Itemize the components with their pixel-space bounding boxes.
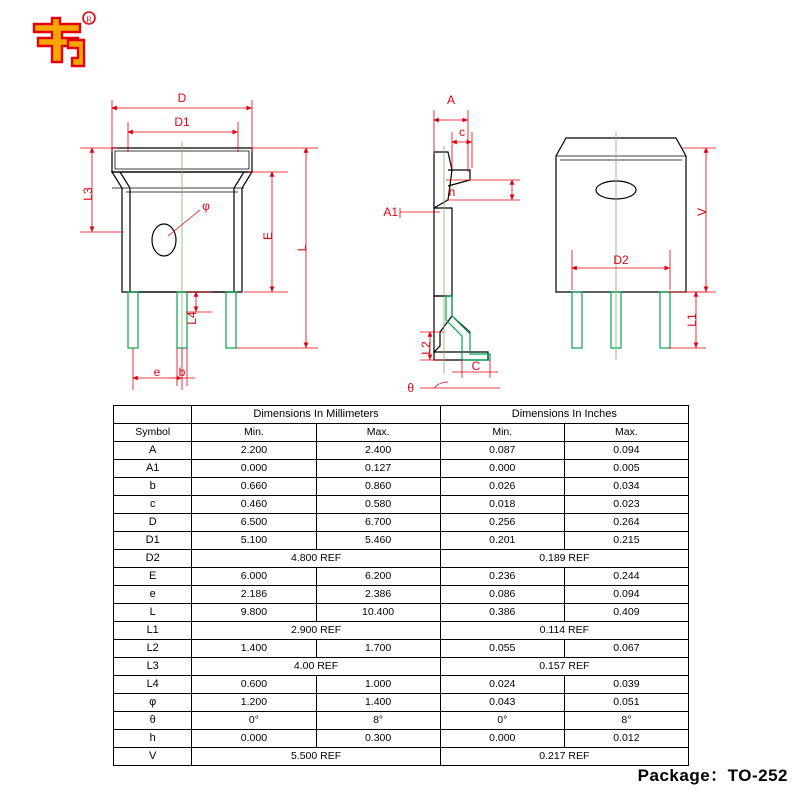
svg-text:V: V (695, 207, 709, 217)
cell-in-max: 0.215 (564, 532, 688, 550)
cell-symbol: A (114, 442, 192, 460)
cell-symbol: L (114, 604, 192, 622)
cell-symbol: c (114, 496, 192, 514)
side-view-lead (446, 296, 490, 360)
svg-text:θ: θ (407, 381, 414, 395)
cell-mm-min: 6.500 (192, 514, 316, 532)
cell-in-max: 0.034 (564, 478, 688, 496)
side-view (434, 152, 488, 360)
table-row (114, 622, 689, 640)
col-header-symbol: Symbol (114, 424, 192, 442)
table-row (114, 514, 689, 532)
back-view (556, 138, 686, 292)
table-row (114, 604, 689, 622)
cell-mm-max: 2.386 (316, 586, 440, 604)
cell-mm-min: 9.800 (192, 604, 316, 622)
cell-mm-min: 0.660 (192, 478, 316, 496)
cell-mm-max: 0.860 (316, 478, 440, 496)
cell-in-min: 0.043 (440, 694, 564, 712)
cell-in-span: 0.157 REF (440, 658, 688, 676)
cell-mm-max: 0.580 (316, 496, 440, 514)
cell-in-max: 0.409 (564, 604, 688, 622)
cell-in-min: 0.256 (440, 514, 564, 532)
cell-symbol: L3 (114, 658, 192, 676)
svg-text:A: A (446, 93, 456, 107)
cell-in-max: 0.051 (564, 694, 688, 712)
group-header-blank (114, 406, 192, 424)
cell-symbol: D2 (114, 550, 192, 568)
cell-in-min: 0.024 (440, 676, 564, 694)
table-row (114, 658, 689, 676)
cell-mm-max: 0.300 (316, 730, 440, 748)
cell-in-span: 0.217 REF (440, 748, 688, 766)
table-sub-header-row (114, 424, 689, 442)
cell-symbol: L4 (114, 676, 192, 694)
cell-mm-min: 0.000 (192, 730, 316, 748)
cell-mm-max: 2.400 (316, 442, 440, 460)
col-header-in-max: Max. (564, 424, 688, 442)
cell-in-max: 0.264 (564, 514, 688, 532)
cell-mm-max: 6.200 (316, 568, 440, 586)
cell-mm-max: 0.127 (316, 460, 440, 478)
svg-text:L1: L1 (685, 313, 699, 327)
cell-in-max: 0.039 (564, 676, 688, 694)
cell-in-min: 0° (440, 712, 564, 730)
svg-text:c: c (459, 125, 465, 139)
table-body (114, 442, 689, 766)
table-row (114, 712, 689, 730)
cell-symbol: L1 (114, 622, 192, 640)
cell-in-max: 0.067 (564, 640, 688, 658)
cell-mm-min: 0.000 (192, 460, 316, 478)
svg-text:D: D (177, 91, 187, 105)
svg-text:A1: A1 (383, 205, 398, 219)
cell-mm-min: 0.600 (192, 676, 316, 694)
cell-in-max: 0.005 (564, 460, 688, 478)
cell-mm-min: 2.200 (192, 442, 316, 460)
svg-text:L4: L4 (185, 311, 199, 325)
cell-in-min: 0.026 (440, 478, 564, 496)
cell-mm-min: 5.100 (192, 532, 316, 550)
cell-mm-min: 1.200 (192, 694, 316, 712)
cell-mm-max: 1.000 (316, 676, 440, 694)
cell-mm-max: 10.400 (316, 604, 440, 622)
cell-in-max: 0.023 (564, 496, 688, 514)
cell-symbol: D1 (114, 532, 192, 550)
table-row (114, 496, 689, 514)
cell-mm-span: 5.500 REF (192, 748, 440, 766)
cell-mm-min: 2.186 (192, 586, 316, 604)
cell-mm-max: 6.700 (316, 514, 440, 532)
table-row (114, 640, 689, 658)
cell-in-span: 0.114 REF (440, 622, 688, 640)
cell-symbol: E (114, 568, 192, 586)
svg-text:e: e (153, 365, 161, 379)
svg-text:φ: φ (202, 199, 210, 213)
svg-text:D2: D2 (613, 253, 629, 267)
cell-mm-max: 5.460 (316, 532, 440, 550)
cell-in-min: 0.086 (440, 586, 564, 604)
cell-in-min: 0.201 (440, 532, 564, 550)
cell-symbol: V (114, 748, 192, 766)
cell-mm-min: 0.460 (192, 496, 316, 514)
table-row (114, 676, 689, 694)
cell-in-span: 0.189 REF (440, 550, 688, 568)
cell-mm-max: 1.700 (316, 640, 440, 658)
cell-symbol: L2 (114, 640, 192, 658)
cell-in-min: 0.018 (440, 496, 564, 514)
group-header-mm: Dimensions In Millimeters (192, 406, 440, 424)
cell-symbol: h (114, 730, 192, 748)
cell-symbol: φ (114, 694, 192, 712)
table-row (114, 550, 689, 568)
table-row (114, 694, 689, 712)
table-row (114, 730, 689, 748)
table-row (114, 478, 689, 496)
package-outline-drawing (0, 60, 800, 400)
cell-mm-min: 1.400 (192, 640, 316, 658)
cell-mm-max: 1.400 (316, 694, 440, 712)
cell-symbol: A1 (114, 460, 192, 478)
cell-in-max: 0.244 (564, 568, 688, 586)
svg-text:E: E (261, 231, 275, 241)
table-row (114, 568, 689, 586)
cell-symbol: b (114, 478, 192, 496)
dimensions-table-element (113, 405, 689, 766)
svg-text:R: R (86, 15, 92, 24)
cell-in-min: 0.236 (440, 568, 564, 586)
cell-mm-span: 4.00 REF (192, 658, 440, 676)
package-label: Package：TO-252 (637, 766, 788, 785)
cell-mm-span: 2.900 REF (192, 622, 440, 640)
cell-mm-min: 0° (192, 712, 316, 730)
col-header-in-min: Min. (440, 424, 564, 442)
cell-symbol: D (114, 514, 192, 532)
svg-text:b: b (178, 365, 186, 379)
cell-symbol: θ (114, 712, 192, 730)
cell-in-max: 0.094 (564, 586, 688, 604)
svg-text:D1: D1 (174, 115, 190, 129)
cell-in-max: 0.012 (564, 730, 688, 748)
cell-symbol: e (114, 586, 192, 604)
svg-text:L3: L3 (81, 187, 95, 201)
col-header-mm-max: Max. (316, 424, 440, 442)
svg-text:L: L (295, 244, 309, 252)
cell-in-min: 0.000 (440, 460, 564, 478)
back-view-leads (572, 292, 670, 348)
svg-text:L2: L2 (419, 341, 433, 355)
table-group-header-row (114, 406, 689, 424)
svg-text:C: C (471, 359, 481, 373)
cell-mm-span: 4.800 REF (192, 550, 440, 568)
col-header-mm-min: Min. (192, 424, 316, 442)
dimensions-table (113, 405, 689, 766)
cell-in-min: 0.000 (440, 730, 564, 748)
cell-in-min: 0.055 (440, 640, 564, 658)
cell-in-min: 0.386 (440, 604, 564, 622)
table-row (114, 748, 689, 766)
cell-in-max: 8° (564, 712, 688, 730)
table-row (114, 532, 689, 550)
table-row (114, 586, 689, 604)
table-row (114, 460, 689, 478)
cell-mm-min: 6.000 (192, 568, 316, 586)
cell-in-max: 0.094 (564, 442, 688, 460)
svg-text:h: h (448, 185, 456, 199)
table-row (114, 442, 689, 460)
cell-in-min: 0.087 (440, 442, 564, 460)
group-header-in: Dimensions In Inches (440, 406, 688, 424)
cell-mm-max: 8° (316, 712, 440, 730)
